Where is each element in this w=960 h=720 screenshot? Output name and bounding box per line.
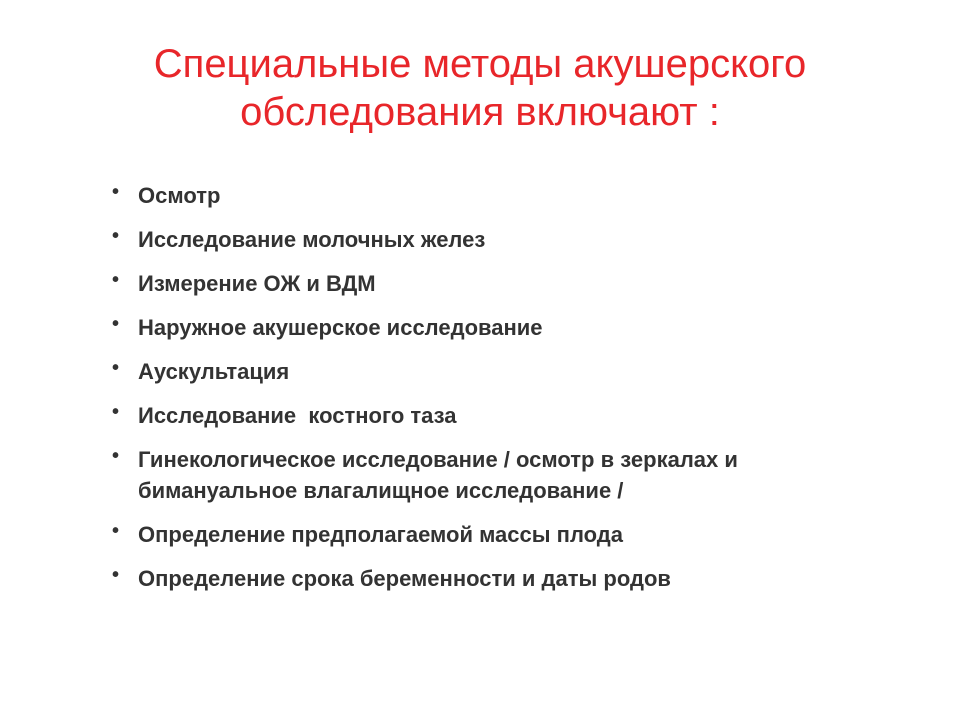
bullet-icon: •: [112, 313, 120, 335]
list-item-text: Гинекологическое исследование / осмотр в зеркалах и бимануальное влагалищное исследование /: [138, 447, 738, 503]
list-item: [110, 268, 910, 299]
list-item: [110, 444, 910, 506]
list-item-text: Осмотр: [138, 183, 221, 208]
list-item-text: Определение срока беременности и даты родов: [138, 566, 671, 591]
bullet-icon: •: [112, 564, 120, 586]
bullet-icon: •: [112, 401, 120, 423]
slide-title-line-1: Специальные методы акушерского: [153, 42, 807, 86]
list-item: [110, 519, 910, 550]
list-item: [110, 400, 910, 431]
list-item-text: Наружное акушерское исследование: [138, 315, 543, 340]
bullet-icon: •: [112, 269, 120, 291]
bullet-icon: •: [112, 520, 120, 542]
list-item: [110, 312, 910, 343]
list-item: [110, 356, 910, 387]
list-item-text: Измерение ОЖ и ВДМ: [138, 271, 376, 296]
slide-title-line-2: обследования включают :: [240, 90, 720, 134]
list-item-text: Определение предполагаемой массы плода: [138, 522, 623, 547]
list-item-text: Аускультация: [138, 359, 290, 384]
bullet-icon: •: [112, 225, 120, 247]
bullet-list: [110, 180, 910, 607]
bullet-icon: •: [112, 445, 120, 467]
list-item: [110, 180, 910, 211]
list-item: [110, 563, 910, 594]
list-item-text: Исследование костного таза: [138, 403, 457, 428]
list-item: [110, 224, 910, 255]
slide-title: [60, 40, 900, 136]
bullet-icon: •: [112, 181, 120, 203]
bullet-icon: •: [112, 357, 120, 379]
list-item-text: Исследование молочных желез: [138, 227, 486, 252]
